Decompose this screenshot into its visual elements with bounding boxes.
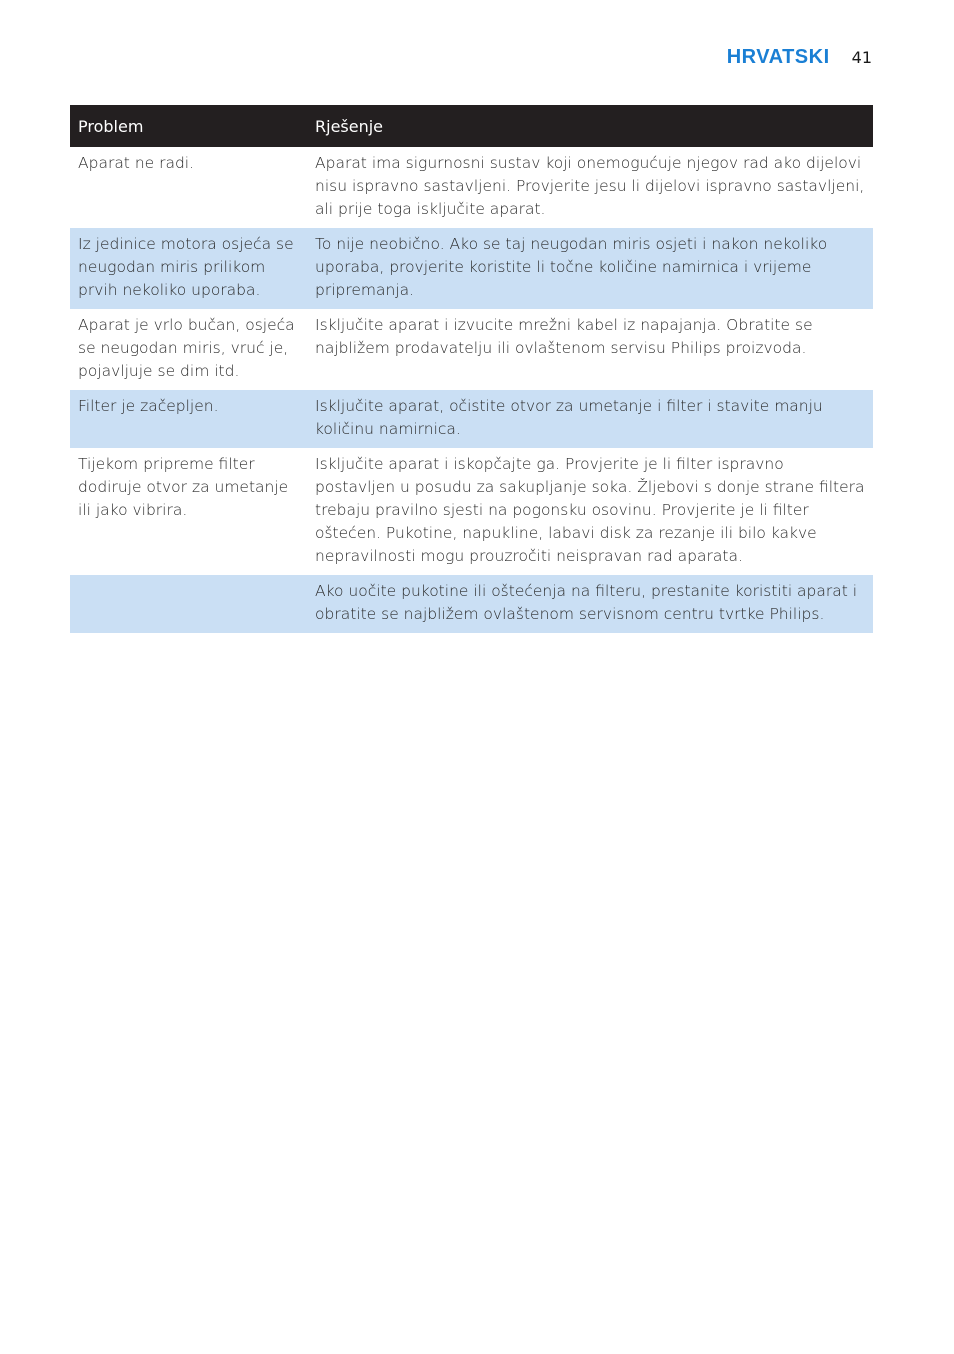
solution-cell: Aparat ima sigurnosni sustav koji onemogućuje njegov rad ako dijelovi nisu ispravno sastavljeni. Provjerite jesu li dijelovi ispravno sastavljeni, ali prije toga isključite aparat. — [315, 154, 865, 218]
troubleshooting-table — [70, 105, 873, 633]
solution-cell: Ako uočite pukotine ili oštećenja na filteru, prestanite koristiti aparat i obratite se najbližem ovlaštenom servisnom centru tvrtke Philips. — [307, 575, 873, 633]
problem-cell: Tijekom pripreme filter dodiruje otvor za umetanje ili jako vibrira. — [78, 455, 289, 519]
problem-cell — [70, 575, 307, 633]
problem-cell: Aparat je vrlo bučan, osjeća se neugodan miris, vruć je, pojavljuje se dim itd. — [78, 316, 295, 380]
solution-cell: To nije neobično. Ako se taj neugodan miris osjeti i nakon nekoliko uporaba, provjerite koristite li točne količine namirnica i vrijeme pripremanja. — [307, 228, 873, 309]
solution-cell: Isključite aparat, očistite otvor za umetanje i filter i stavite manju količinu namirnica. — [307, 390, 873, 448]
table-row — [70, 309, 873, 390]
column-header-problem: Problem — [70, 105, 307, 147]
problem-cell: Aparat ne radi. — [78, 154, 195, 172]
table-row — [70, 390, 873, 448]
table-row — [70, 575, 873, 633]
problem-cell: Iz jedinice motora osjeća se neugodan miris prilikom prvih nekoliko uporaba. — [70, 228, 307, 309]
table-row — [70, 147, 873, 228]
page-number: 41 — [851, 48, 872, 67]
problem-cell: Filter je začepljen. — [70, 390, 307, 448]
table-row — [70, 228, 873, 309]
table-header-row — [70, 105, 873, 147]
language-label: HRVATSKI — [726, 46, 830, 68]
column-header-solution: Rješenje — [307, 105, 873, 147]
table-row — [70, 448, 873, 575]
page-header — [727, 46, 872, 69]
solution-cell: Isključite aparat i izvucite mrežni kabel iz napajanja. Obratite se najbližem prodavatelju ili ovlaštenom servisu Philips proizvoda. — [315, 316, 813, 357]
solution-cell: Isključite aparat i iskopčajte ga. Provjerite je li filter ispravno postavljen u posudu za sakupljanje soka. Žljebovi s donje strane filtera trebaju pravilno sjesti na pogonsku osovinu. Provjerite je li filter oštećen. Pukotine, napukline, labavi disk za rezanje ili bilo kakve nepravilnosti mogu prouzročiti neispravan rad aparata. — [315, 455, 865, 565]
